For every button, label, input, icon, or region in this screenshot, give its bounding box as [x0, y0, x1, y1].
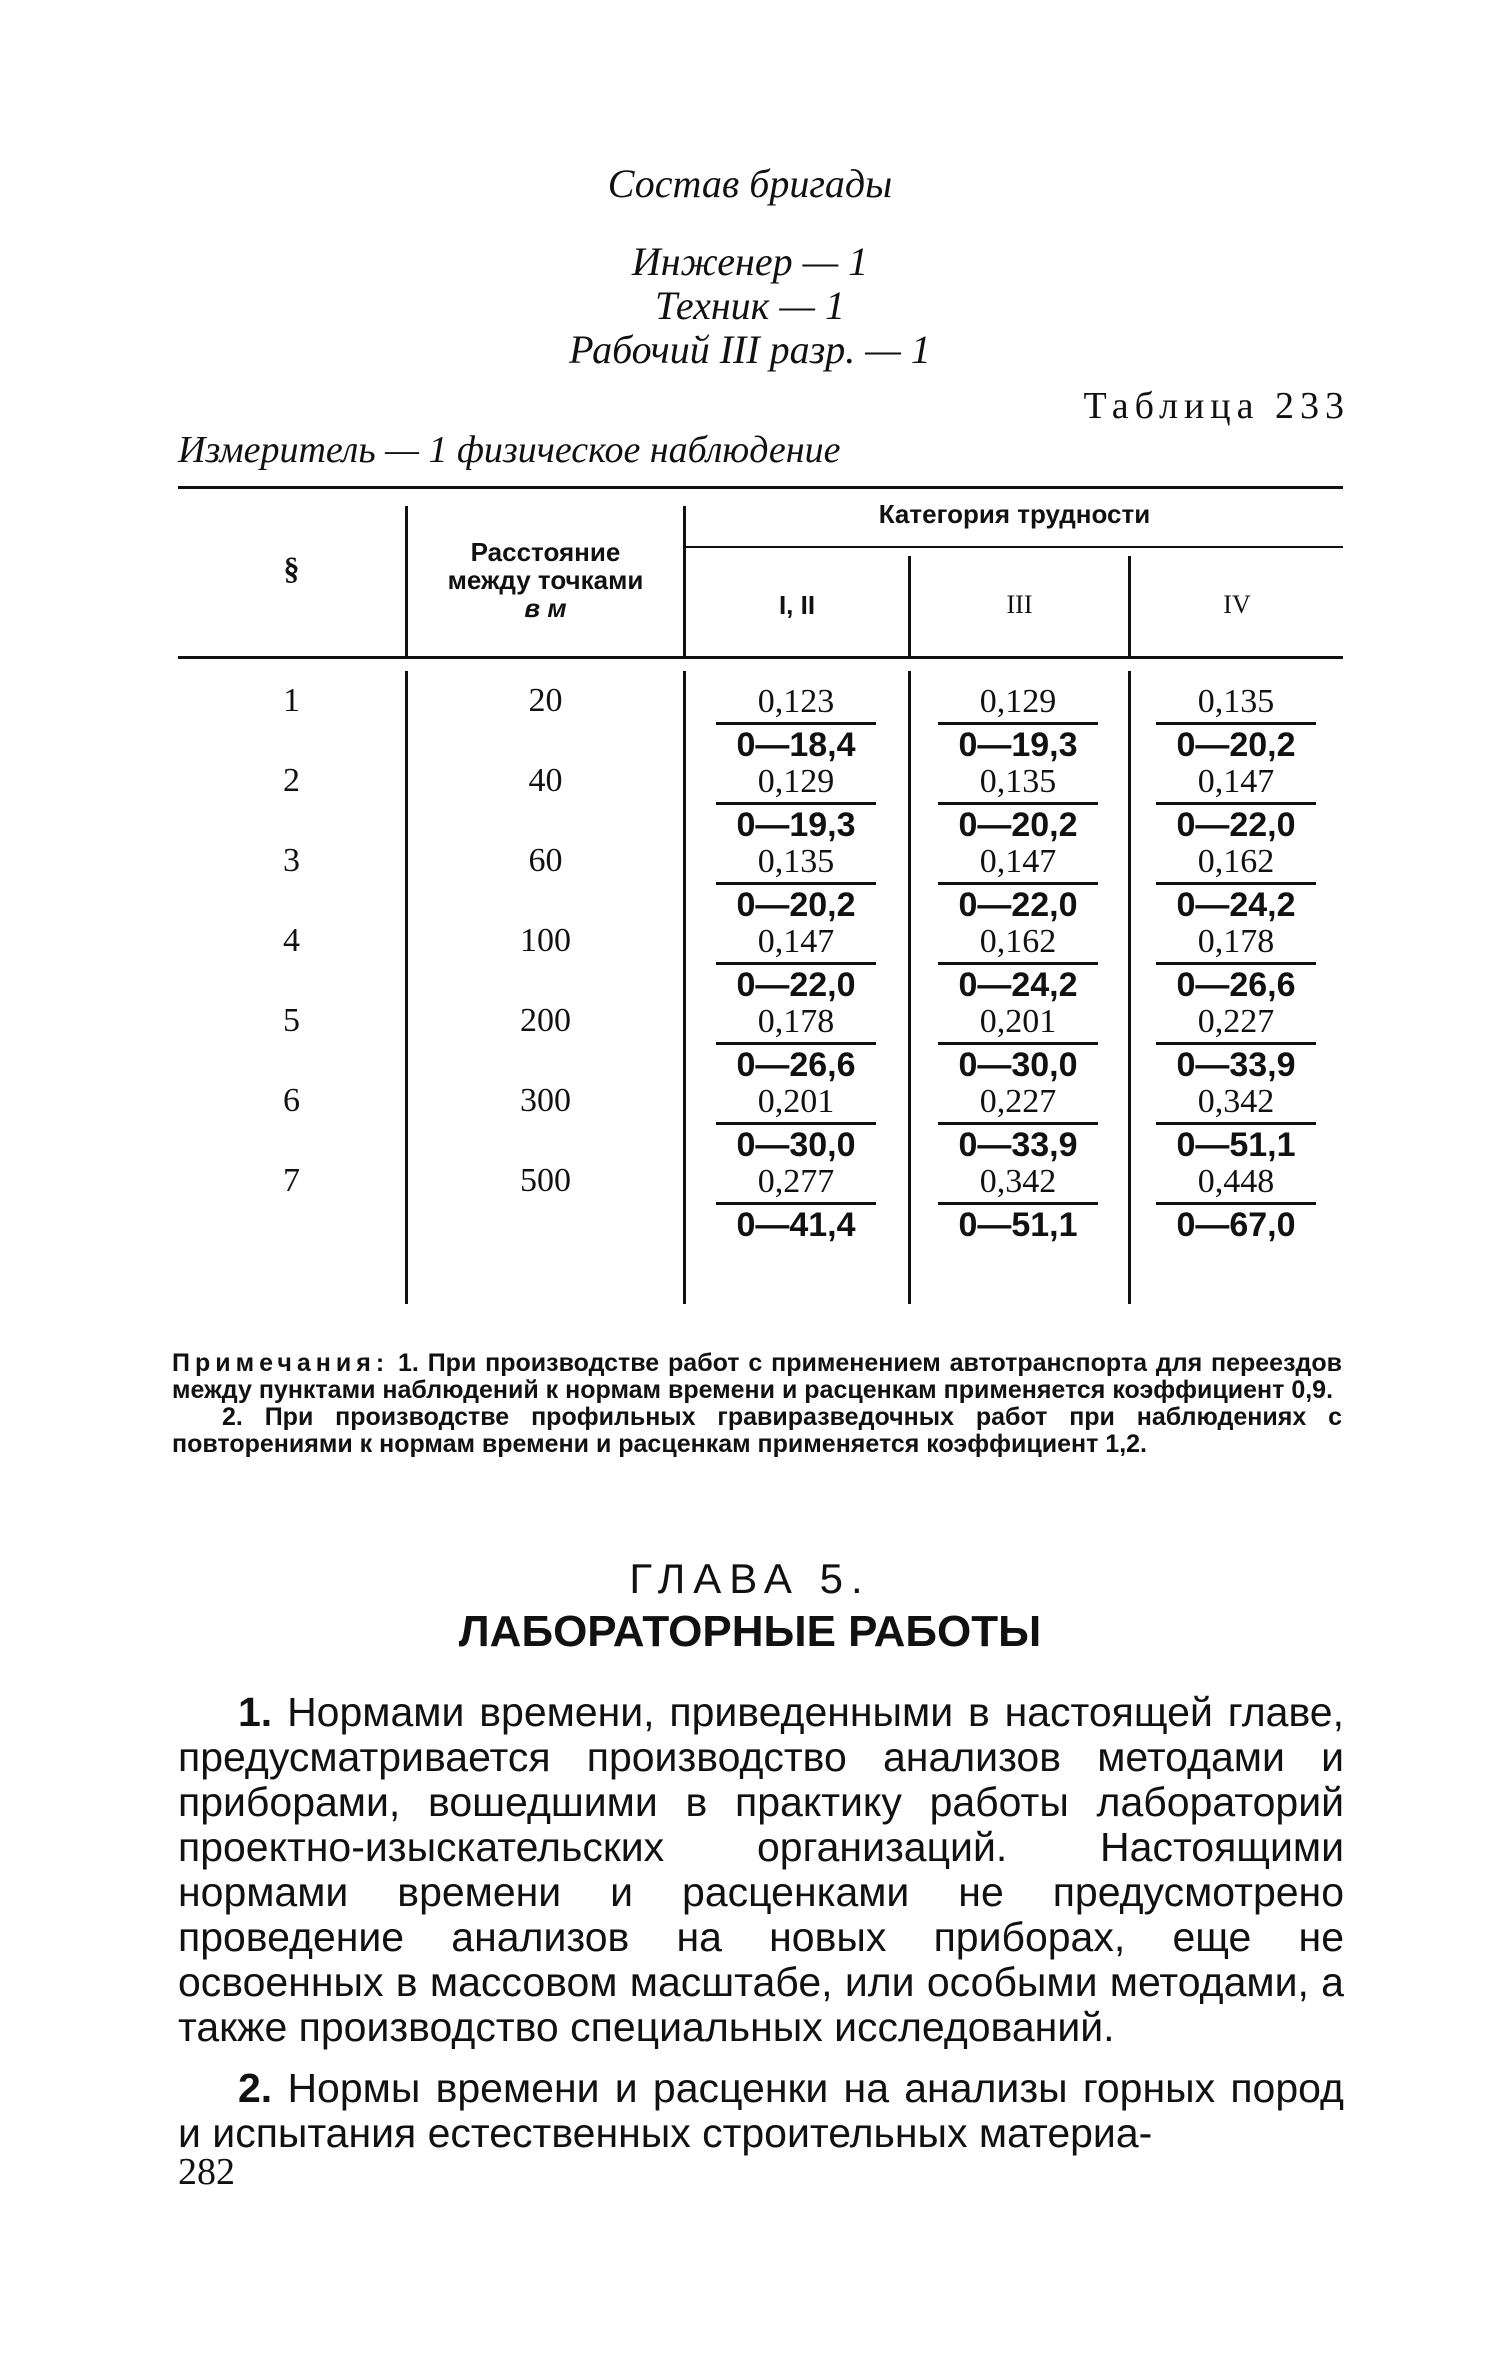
- header-category: IV: [1223, 590, 1251, 619]
- row-number: 5: [283, 1002, 300, 1039]
- paragraph: 1. Нормами времени, приведенными в настоящей главе, предусматривается производство анализов методами и приборами, вошедшими в практику работы лабораторий проектно-изыскательских организаций. Настоящими нормами времени и расценками не предусмотрено проведение анализов на новых приборах, еще не освоенных в массовом масштабе, или особыми методами, а также производство специальных исследований.: [178, 1689, 1344, 2050]
- row-distance: 500: [520, 1162, 571, 1199]
- rate-cell: [716, 682, 876, 765]
- time-norm: 0,227: [979, 1083, 1057, 1120]
- chapter-label: ГЛАВА 5.: [629, 1555, 871, 1602]
- body-text: [178, 1690, 1344, 2172]
- rate-cell: [938, 1002, 1098, 1085]
- paragraph: 2. Нормы времени и расценки на анализы горных пород и испытания естественных строительных материа-: [178, 2065, 1344, 2156]
- header-section: §: [283, 550, 300, 586]
- measure-line: Измеритель — 1 физическое наблюдение: [178, 429, 841, 471]
- rate-cell: [716, 1002, 876, 1085]
- category-rule: [683, 546, 1343, 548]
- time-norm: 0,201: [979, 1003, 1057, 1040]
- time-norm: 0,135: [979, 763, 1057, 800]
- time-norm: 0,201: [757, 1083, 835, 1120]
- rate-price: 0—33,9: [938, 1122, 1098, 1165]
- rate-cell: [1156, 1002, 1316, 1085]
- rate-cell: [716, 1162, 876, 1245]
- time-norm: 0,277: [757, 1163, 835, 1200]
- rate-price: 0—20,2: [938, 802, 1098, 845]
- rate-cell: [1156, 1162, 1316, 1245]
- time-norm: 0,178: [1197, 923, 1275, 960]
- rate-price: 0—41,4: [716, 1202, 876, 1245]
- header-category: III: [1006, 590, 1033, 619]
- row-number: 6: [283, 1082, 300, 1119]
- rate-cell: [716, 922, 876, 1005]
- page-number: 282: [178, 2151, 235, 2193]
- rate-price: 0—22,0: [716, 962, 876, 1005]
- crew-member: Рабочий III разр. — 1: [569, 327, 931, 372]
- header-category: I, II: [778, 590, 816, 620]
- rate-price: 0—26,6: [716, 1042, 876, 1085]
- header-category-group: Категория трудности: [878, 499, 1151, 529]
- rate-price: 0—24,2: [938, 962, 1098, 1005]
- rate-cell: [938, 922, 1098, 1005]
- rate-cell: [716, 762, 876, 845]
- time-norm: 0,147: [979, 843, 1057, 880]
- chapter-title: ЛАБОРАТОРНЫЕ РАБОТЫ: [458, 1607, 1042, 1656]
- table-caption: Таблица 233: [1083, 385, 1350, 427]
- crew-title: Состав бригады: [607, 161, 893, 206]
- note-item: 1. При производстве работ с применением автотранспорта для переездов между пунктами наблюдений к нормам времени и расценкам применяется коэффициент 0,9.: [172, 1349, 1343, 1404]
- rate-cell: [1156, 842, 1316, 925]
- time-norm: 0,135: [757, 843, 835, 880]
- table-top-rule: [178, 486, 1343, 489]
- rate-cell: [938, 1162, 1098, 1245]
- crew-member: Техник — 1: [655, 283, 845, 328]
- time-norm: 0,147: [757, 923, 835, 960]
- header-bottom-rule: [178, 656, 1343, 659]
- time-norm: 0,123: [757, 683, 835, 720]
- rate-cell: [1156, 1082, 1316, 1165]
- rate-cell: [938, 842, 1098, 925]
- time-norm: 0,129: [757, 763, 835, 800]
- row-distance: 40: [528, 762, 563, 799]
- time-norm: 0,342: [1197, 1083, 1275, 1120]
- row-distance: 100: [520, 922, 571, 959]
- rate-cell: [938, 682, 1098, 765]
- norm-table: [178, 486, 1343, 1304]
- row-number: 2: [283, 762, 300, 799]
- rate-price: 0—30,0: [716, 1122, 876, 1165]
- rate-price: 0—20,2: [716, 882, 876, 925]
- time-norm: 0,342: [979, 1163, 1057, 1200]
- rate-price: 0—22,0: [1156, 802, 1316, 845]
- rate-price: 0—67,0: [1156, 1202, 1316, 1245]
- row-number: 7: [283, 1162, 300, 1199]
- col-divider: [683, 506, 686, 656]
- rate-price: 0—20,2: [1156, 722, 1316, 765]
- header-distance: Расстояние между точками в м: [447, 537, 644, 623]
- row-distance: 20: [528, 682, 563, 719]
- time-norm: 0,178: [757, 1003, 835, 1040]
- time-norm: 0,162: [979, 923, 1057, 960]
- rate-price: 0—26,6: [1156, 962, 1316, 1005]
- time-norm: 0,135: [1197, 683, 1275, 720]
- time-norm: 0,162: [1197, 843, 1275, 880]
- rate-cell: [716, 1082, 876, 1165]
- rate-cell: [1156, 762, 1316, 845]
- row-number: 1: [283, 682, 300, 719]
- rate-cell: [1156, 922, 1316, 1005]
- rate-cell: [938, 1082, 1098, 1165]
- rate-price: 0—30,0: [938, 1042, 1098, 1085]
- col-divider: [1128, 671, 1131, 1304]
- rate-price: 0—18,4: [716, 722, 876, 765]
- notes-label: Примечания:: [172, 1349, 390, 1377]
- notes: [172, 1350, 1342, 1458]
- time-norm: 0,227: [1197, 1003, 1275, 1040]
- rate-price: 0—51,1: [938, 1202, 1098, 1245]
- rate-price: 0—24,2: [1156, 882, 1316, 925]
- row-distance: 200: [520, 1002, 571, 1039]
- rate-price: 0—22,0: [938, 882, 1098, 925]
- rate-cell: [1156, 682, 1316, 765]
- rate-price: 0—51,1: [1156, 1122, 1316, 1165]
- row-number: 4: [283, 922, 300, 959]
- rate-price: 0—33,9: [1156, 1042, 1316, 1085]
- rate-price: 0—19,3: [716, 802, 876, 845]
- note-item: 2. При производстве профильных гравиразведочных работ при наблюдениях с повторениями к нормам времени и расценкам применяется коэффициент 1,2.: [172, 1403, 1342, 1458]
- col-divider: [683, 671, 686, 1304]
- rate-price: 0—19,3: [938, 722, 1098, 765]
- row-distance: 300: [520, 1082, 571, 1119]
- crew-member: Инженер — 1: [631, 239, 869, 284]
- rate-cell: [716, 842, 876, 925]
- time-norm: 0,448: [1197, 1163, 1275, 1200]
- col-divider: [908, 671, 911, 1304]
- row-distance: 60: [528, 842, 563, 879]
- rate-cell: [938, 762, 1098, 845]
- crew-list: [0, 240, 1500, 372]
- time-norm: 0,129: [979, 683, 1057, 720]
- time-norm: 0,147: [1197, 763, 1275, 800]
- row-number: 3: [283, 842, 300, 879]
